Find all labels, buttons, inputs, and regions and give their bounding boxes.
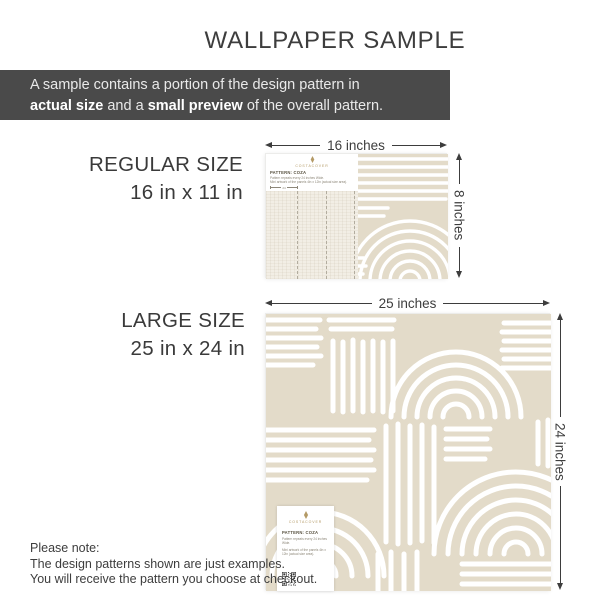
panel-divider: [297, 191, 298, 279]
brand-logo-icon: [302, 511, 310, 519]
arrow-down-icon: [557, 583, 563, 590]
large-width-dimension: [265, 295, 550, 311]
regular-height-label: 8 inches: [451, 190, 467, 241]
pattern-name: PATTERN: COZA: [282, 530, 319, 535]
large-size-heading: [0, 307, 245, 363]
mini-repeat-dimension: 24: [282, 185, 286, 190]
arrow-up-icon: [456, 153, 462, 160]
large-height-label: 24 inches: [552, 422, 568, 481]
regular-card-label: [266, 154, 358, 191]
arrow-right-icon: [543, 300, 550, 306]
regular-width-dimension: [265, 137, 447, 153]
arrow-right-icon: [440, 142, 447, 148]
regular-height-dimension: [450, 153, 468, 278]
arrow-left-icon: [265, 300, 272, 306]
panel-divider: [354, 191, 355, 279]
brand-logo-icon: [309, 156, 316, 163]
brand-name: COSTACOVER: [288, 519, 323, 524]
large-size-title: LARGE SIZE: [121, 309, 245, 332]
brand-name: COSTACOVER: [295, 163, 329, 168]
pattern-info-line: Mini artwork of the panels 4in x 12in (actual size area).: [270, 180, 348, 184]
pattern-artwork: [358, 154, 448, 279]
banner-line-1: A sample contains a portion of the design pattern in: [30, 76, 360, 93]
pattern-info-line: Mini artwork of the panels 4in x 12in (actual size area).: [282, 548, 326, 556]
large-height-dimension: [551, 313, 569, 590]
large-size-dimensions: 25 in x 24 in: [130, 337, 245, 360]
pattern-name: PATTERN: COZA: [270, 170, 307, 175]
regular-sample-card: [265, 153, 447, 278]
footer-note: [30, 541, 317, 588]
regular-width-label: 16 inches: [327, 137, 385, 153]
regular-pattern-swatch: [358, 154, 448, 279]
page-title: WALLPAPER SAMPLE: [204, 27, 466, 54]
arrow-up-icon: [557, 313, 563, 320]
note-title: Please note:: [30, 541, 100, 555]
regular-size-title: REGULAR SIZE: [89, 153, 243, 176]
brand-block: [277, 511, 334, 524]
note-line: The design patterns shown are just examples.: [30, 556, 285, 571]
large-width-label: 25 inches: [378, 295, 437, 311]
banner-line-2: actual size and a small preview of the overall pattern.: [30, 97, 384, 114]
regular-size-dimensions: 16 in x 11 in: [130, 181, 243, 204]
panel-divider: [326, 191, 327, 279]
brand-block: [266, 156, 358, 168]
info-banner: [0, 70, 450, 120]
mini-preview: [266, 191, 358, 279]
arrow-down-icon: [456, 271, 462, 278]
pattern-info-line: Pattern repeats every 24 inches Wide.: [282, 537, 328, 545]
note-line: You will receive the pattern you choose at checkout.: [30, 572, 318, 586]
regular-size-heading: [0, 151, 243, 207]
arrow-left-icon: [265, 142, 272, 148]
pattern-info-line: Pattern repeats every 24 inches Wide.: [270, 176, 325, 180]
